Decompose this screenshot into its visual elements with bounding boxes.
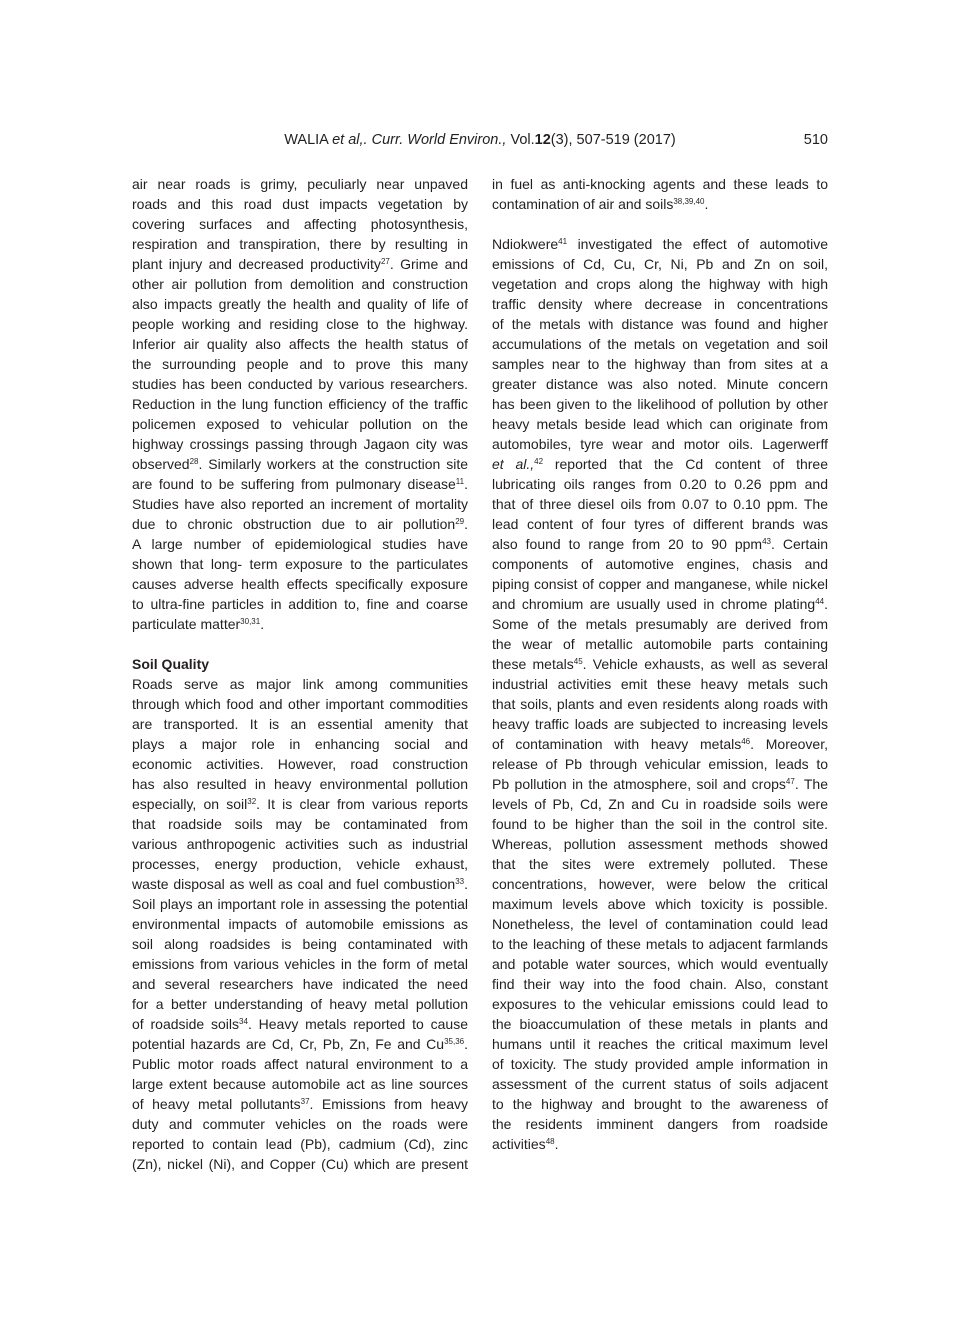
text-segment: Inferior air quality also affects the health status of bbox=[132, 336, 468, 352]
citation-superscript: 46 bbox=[741, 737, 751, 746]
text-line bbox=[132, 974, 468, 994]
text-line bbox=[132, 754, 468, 774]
text-segment: of the metals with distance was found and higher bbox=[492, 316, 828, 332]
text-segment: . Grime and bbox=[389, 256, 468, 272]
text-segment: covering surfaces and affecting photosynthesis, bbox=[132, 216, 468, 232]
text-line bbox=[132, 374, 468, 394]
text-line bbox=[492, 654, 828, 674]
text-line bbox=[132, 1134, 468, 1154]
text-segment: levels of Pb, Cd, Zn and Cu in roadside soils were bbox=[492, 796, 828, 812]
citation-superscript: 42 bbox=[534, 457, 544, 466]
text-segment: shown that long- term exposure to the particulates bbox=[132, 556, 468, 572]
text-segment: A large number of epidemiological studies have bbox=[132, 536, 468, 552]
text-segment: vegetation and crops along the highway with high bbox=[492, 276, 828, 292]
citation-superscript: 35,36 bbox=[444, 1037, 465, 1046]
citation-superscript: 32 bbox=[247, 797, 257, 806]
text-segment: . bbox=[824, 596, 828, 612]
text-segment: . Certain bbox=[771, 536, 828, 552]
text-segment: Ndiokwere bbox=[492, 236, 559, 252]
text-segment: find their way into the food chain. Also, constant bbox=[492, 976, 828, 992]
citation-superscript: 38,39,40 bbox=[673, 197, 705, 206]
text-segment: . Vehicle exhausts, as well as several bbox=[582, 656, 828, 672]
text-line bbox=[132, 494, 468, 514]
text-segment: environmental impacts of automobile emissions as bbox=[132, 916, 468, 932]
text-segment: processes, energy production, vehicle exhaust, bbox=[132, 856, 468, 872]
text-segment: waste disposal as well as coal and fuel combustion bbox=[132, 876, 456, 892]
text-segment: assessment of the current status of soils adjacent bbox=[492, 1076, 828, 1092]
text-line bbox=[132, 514, 468, 534]
text-line bbox=[492, 194, 828, 214]
text-segment: activities bbox=[492, 1136, 546, 1152]
text-segment: Pb pollution in the atmosphere, soil and crops bbox=[492, 776, 786, 792]
text-line bbox=[132, 254, 468, 274]
citation-superscript: 30,31 bbox=[240, 617, 261, 626]
text-segment: industrial activities emit these heavy metals such bbox=[492, 676, 828, 692]
text-segment: release of Pb through vehicular emission, leads to bbox=[492, 756, 828, 772]
citation-superscript: 11 bbox=[455, 477, 465, 486]
text-segment: observed bbox=[132, 456, 190, 472]
text-segment: also impacts greatly the health and quality of life of bbox=[132, 296, 468, 312]
text-segment: Roads serve as major link among communities bbox=[132, 676, 468, 692]
text-segment: potential hazards are Cd, Cr, Pb, Zn, Fe and Cu bbox=[132, 1036, 445, 1052]
citation-superscript: 33 bbox=[455, 877, 465, 886]
text-segment: that of three diesel oils from 0.07 to 0.10 ppm. The bbox=[492, 496, 828, 512]
text-segment: . bbox=[260, 616, 265, 632]
text-segment: to the highway and brought to the awareness of bbox=[492, 1096, 828, 1112]
text-segment: economic activities. However, road construction bbox=[132, 756, 468, 772]
text-segment: especially, on soil bbox=[132, 796, 248, 812]
text-line bbox=[492, 694, 828, 714]
text-line bbox=[132, 174, 468, 194]
text-segment: the wear of metallic automobile parts containing bbox=[492, 636, 828, 652]
text-segment: for a better understanding of heavy metal pollution bbox=[132, 996, 468, 1012]
text-line bbox=[132, 554, 468, 574]
citation-superscript: 48 bbox=[545, 1137, 555, 1146]
citation-superscript: 34 bbox=[239, 1017, 248, 1026]
citation-superscript: 44 bbox=[815, 597, 825, 606]
header-author: WALIA bbox=[284, 132, 329, 148]
citation-superscript: 45 bbox=[573, 657, 583, 666]
text-segment: in fuel as anti-knocking agents and these leads to bbox=[492, 176, 828, 192]
text-segment: large extent because automobile act as line sources bbox=[132, 1076, 468, 1092]
text-line bbox=[492, 1094, 828, 1114]
text-line bbox=[132, 454, 468, 474]
text-line bbox=[132, 274, 468, 294]
citation-superscript: 37 bbox=[300, 1097, 310, 1106]
text-line bbox=[492, 1074, 828, 1094]
text-segment: also found to range from 20 to 90 ppm bbox=[492, 536, 763, 552]
text-segment: Public motor roads affect natural environment to a bbox=[132, 1056, 468, 1072]
text-segment: concentrations, however, were below the critical bbox=[492, 876, 828, 892]
text-line bbox=[492, 614, 828, 634]
text-segment: plant injury and decreased productivity bbox=[132, 256, 381, 272]
page-number: 510 bbox=[803, 132, 828, 148]
text-segment: humans until it reaches the critical maximum level bbox=[492, 1036, 828, 1052]
text-line bbox=[492, 574, 828, 594]
text-segment: emissions from various vehicles in the form of metal bbox=[132, 956, 468, 972]
text-segment: that roadside soils may be contaminated from bbox=[132, 816, 468, 832]
text-line bbox=[492, 354, 828, 374]
text-line bbox=[132, 534, 468, 554]
citation-superscript: 28 bbox=[189, 457, 199, 466]
text-segment: . bbox=[464, 1036, 468, 1052]
text-segment: reported to contain lead (Pb), cadmium (Cd), zinc bbox=[132, 1136, 468, 1152]
citation-superscript: 29 bbox=[455, 517, 465, 526]
text-segment: (Zn), nickel (Ni), and Copper (Cu) which are present bbox=[132, 1156, 468, 1172]
text-line bbox=[132, 774, 468, 794]
text-segment: . The bbox=[794, 776, 828, 792]
text-line bbox=[492, 634, 828, 654]
text-line bbox=[132, 874, 468, 894]
text-segment: maximum levels above which toxicity is possible. bbox=[492, 896, 828, 912]
text-line bbox=[132, 294, 468, 314]
text-line bbox=[492, 714, 828, 734]
text-segment: respiration and transpiration, there by resulting in bbox=[132, 236, 468, 252]
text-segment: and several researchers have indicated the need bbox=[132, 976, 468, 992]
text-segment: emissions of Cd, Cu, Cr, Ni, Pb and Zn on soil, bbox=[492, 256, 828, 272]
text-segment: . Similarly workers at the construction site bbox=[198, 456, 468, 472]
text-segment: causes adverse health effects specifically exposure bbox=[132, 576, 468, 592]
text-line bbox=[132, 434, 468, 454]
right-column bbox=[492, 174, 828, 1154]
text-line bbox=[492, 174, 828, 194]
left-column bbox=[132, 174, 468, 1174]
text-line bbox=[492, 874, 828, 894]
text-line bbox=[492, 794, 828, 814]
text-line bbox=[492, 1014, 828, 1034]
text-segment: Soil plays an important role in assessing the potential bbox=[132, 896, 468, 912]
text-segment: of heavy metal pollutants bbox=[132, 1096, 301, 1112]
text-line bbox=[132, 354, 468, 374]
text-line bbox=[132, 1034, 468, 1054]
citation-superscript: 47 bbox=[785, 777, 795, 786]
text-line bbox=[492, 374, 828, 394]
text-line bbox=[132, 334, 468, 354]
text-segment: people working and residing close to the highway. bbox=[132, 316, 468, 332]
text-line bbox=[492, 1034, 828, 1054]
text-segment: through which food and other important commodities bbox=[132, 696, 468, 712]
text-segment: heavy traffic loads are subjected to increasing levels bbox=[492, 716, 828, 732]
text-segment: highway crossings passing through Jagaon city was bbox=[132, 436, 468, 452]
text-segment: . Heavy metals reported to cause bbox=[247, 1016, 469, 1032]
text-segment: Reduction in the lung function efficiency of the traffic bbox=[132, 396, 468, 412]
text-line bbox=[492, 274, 828, 294]
text-line bbox=[492, 1134, 828, 1154]
text-segment: to the leaching of these metals to adjacent farmlands bbox=[492, 936, 828, 952]
text-line bbox=[132, 474, 468, 494]
text-segment: accumulations of the metals on vegetation and soil bbox=[492, 336, 828, 352]
text-line bbox=[132, 214, 468, 234]
text-segment: are transported. It is an essential amenity that bbox=[132, 716, 468, 732]
text-line bbox=[132, 1094, 468, 1114]
text-line bbox=[132, 734, 468, 754]
text-line bbox=[132, 1154, 468, 1174]
text-line bbox=[492, 594, 828, 614]
text-line bbox=[492, 334, 828, 354]
text-segment: that the sites were extremely polluted. These bbox=[492, 856, 828, 872]
text-segment: contamination of air and soils bbox=[492, 196, 674, 212]
text-line bbox=[492, 774, 828, 794]
text-segment: duty and commuter vehicles on the roads were bbox=[132, 1116, 468, 1132]
text-segment: soil along roadsides is being contaminated with bbox=[132, 936, 468, 952]
text-line bbox=[132, 574, 468, 594]
text-line bbox=[492, 294, 828, 314]
text-line bbox=[492, 254, 828, 274]
header-volume: 12 bbox=[534, 132, 551, 148]
text-segment: . Moreover, bbox=[750, 736, 829, 752]
text-line bbox=[132, 1054, 468, 1074]
text-line bbox=[492, 434, 828, 454]
text-line bbox=[492, 234, 828, 254]
text-segment: lead content of four tyres of different brands was bbox=[492, 516, 828, 532]
text-segment: found to be higher than the soil in the control site. bbox=[492, 816, 828, 832]
text-line bbox=[492, 854, 828, 874]
text-segment: . It is clear from various reports bbox=[256, 796, 468, 812]
text-segment: has been given to the likelihood of pollution by other bbox=[492, 396, 828, 412]
text-segment: studies has been conducted by various researchers. bbox=[132, 376, 468, 392]
text-line bbox=[492, 974, 828, 994]
text-segment: due to chronic obstruction due to air pollution bbox=[132, 516, 456, 532]
section-heading: Soil Quality bbox=[132, 656, 210, 672]
text-segment: the bioaccumulation of these metals in plants and bbox=[492, 1016, 828, 1032]
text-segment: the residents imminent dangers from roadside bbox=[492, 1116, 828, 1132]
text-segment: to ultra-fine particles in addition to, fine and coarse bbox=[132, 596, 468, 612]
text-segment: plays a major role in enhancing social and bbox=[132, 736, 468, 752]
text-segment: has also resulted in heavy environmental pollution bbox=[132, 776, 468, 792]
text-line bbox=[492, 914, 828, 934]
text-line bbox=[492, 674, 828, 694]
text-segment: components of automotive engines, chasis and bbox=[492, 556, 828, 572]
text-line bbox=[132, 714, 468, 734]
text-segment: air near roads is grimy, peculiarly near unpaved bbox=[132, 176, 468, 192]
text-line bbox=[492, 314, 828, 334]
text-line bbox=[132, 614, 468, 634]
text-line bbox=[492, 954, 828, 974]
text-segment: these metals bbox=[492, 656, 574, 672]
text-segment: piping consist of copper and manganese, while nickel bbox=[492, 576, 828, 592]
text-segment: various anthropogenic activities such as industrial bbox=[132, 836, 468, 852]
text-line bbox=[132, 674, 468, 694]
header-vol-label: Vol. bbox=[510, 132, 535, 148]
text-segment: other air pollution from demolition and construction bbox=[132, 276, 468, 292]
text-segment: . bbox=[464, 876, 468, 892]
text-segment: . Emissions from heavy bbox=[309, 1096, 468, 1112]
text-segment: . bbox=[464, 516, 468, 532]
paragraph-gap bbox=[492, 214, 828, 234]
text-line bbox=[132, 194, 468, 214]
text-line bbox=[492, 894, 828, 914]
paragraph-gap bbox=[132, 634, 468, 654]
text-line bbox=[492, 834, 828, 854]
italic-text: et al., bbox=[492, 456, 535, 472]
text-segment: roads and this road dust impacts vegetation by bbox=[132, 196, 468, 212]
text-segment: Studies have also reported an increment of mortality bbox=[132, 496, 468, 512]
text-segment: of toxicity. The study provided ample information in bbox=[492, 1056, 828, 1072]
text-segment: of contamination with heavy metals bbox=[492, 736, 742, 752]
text-line bbox=[492, 534, 828, 554]
text-line bbox=[492, 514, 828, 534]
text-line bbox=[132, 794, 468, 814]
text-line bbox=[492, 734, 828, 754]
text-line bbox=[492, 554, 828, 574]
text-line bbox=[132, 934, 468, 954]
text-line bbox=[492, 1054, 828, 1074]
running-header bbox=[0, 130, 960, 150]
text-segment: policemen exposed to vehicular pollution on the bbox=[132, 416, 468, 432]
text-segment: Nonetheless, the level of contamination could lead bbox=[492, 916, 828, 932]
text-line bbox=[492, 1114, 828, 1134]
text-segment: reported that the Cd content of three bbox=[543, 456, 828, 472]
text-line bbox=[132, 894, 468, 914]
citation-superscript: 27 bbox=[380, 257, 390, 266]
text-line bbox=[492, 414, 828, 434]
text-segment: investigated the effect of automotive bbox=[567, 236, 828, 252]
text-line bbox=[132, 694, 468, 714]
text-line bbox=[132, 814, 468, 834]
text-line bbox=[132, 994, 468, 1014]
text-segment: lubricating oils ranges from 0.20 to 0.26 ppm and bbox=[492, 476, 828, 492]
text-line bbox=[492, 474, 828, 494]
text-segment: of roadside soils bbox=[132, 1016, 240, 1032]
text-segment: traffic density where decrease in concentrations bbox=[492, 296, 828, 312]
text-segment: exposures to the vehicular emissions could lead to bbox=[492, 996, 828, 1012]
text-line bbox=[492, 814, 828, 834]
text-line bbox=[492, 994, 828, 1014]
text-line bbox=[492, 934, 828, 954]
text-segment: and chromium are usually used in chrome plating bbox=[492, 596, 816, 612]
text-line bbox=[132, 1014, 468, 1034]
text-line bbox=[132, 954, 468, 974]
text-line bbox=[132, 1074, 468, 1094]
text-line bbox=[132, 1114, 468, 1134]
text-segment: greater distance was also noted. Minute concern bbox=[492, 376, 828, 392]
text-line bbox=[132, 394, 468, 414]
text-line bbox=[492, 754, 828, 774]
text-segment: the surrounding people and to prove this many bbox=[132, 356, 468, 372]
text-line bbox=[132, 834, 468, 854]
text-segment: samples near to the highway than from sites at a bbox=[492, 356, 828, 372]
text-segment: automobiles, tyre wear and motor oils. Lagerwerff bbox=[492, 436, 828, 452]
header-etal: et al,. bbox=[332, 132, 368, 148]
text-segment: Some of the metals presumably are derived from bbox=[492, 616, 828, 632]
text-segment: . bbox=[704, 196, 709, 212]
header-issue-pages: (3), 507-519 (2017) bbox=[550, 132, 676, 148]
text-segment: Whereas, pollution assessment methods showed bbox=[492, 836, 828, 852]
text-line bbox=[132, 234, 468, 254]
text-segment: that soils, plants and even residents along roads with bbox=[492, 696, 828, 712]
text-segment: are found to be suffering from pulmonary disease bbox=[132, 476, 456, 492]
text-line bbox=[132, 314, 468, 334]
text-line bbox=[492, 494, 828, 514]
citation-superscript: 41 bbox=[558, 237, 568, 246]
text-segment: heavy metals beside lead which can originate from bbox=[492, 416, 828, 432]
text-segment: particulate matter bbox=[132, 616, 241, 632]
text-line bbox=[492, 454, 828, 474]
text-line bbox=[132, 414, 468, 434]
text-segment: . bbox=[464, 476, 468, 492]
citation-superscript: 43 bbox=[762, 537, 771, 546]
text-segment: . bbox=[554, 1136, 559, 1152]
text-line bbox=[132, 914, 468, 934]
text-line bbox=[132, 594, 468, 614]
text-line bbox=[132, 854, 468, 874]
text-segment: and potable water sources, which would eventually bbox=[492, 956, 828, 972]
text-line bbox=[492, 394, 828, 414]
header-journal: Curr. World Environ., bbox=[371, 132, 507, 148]
